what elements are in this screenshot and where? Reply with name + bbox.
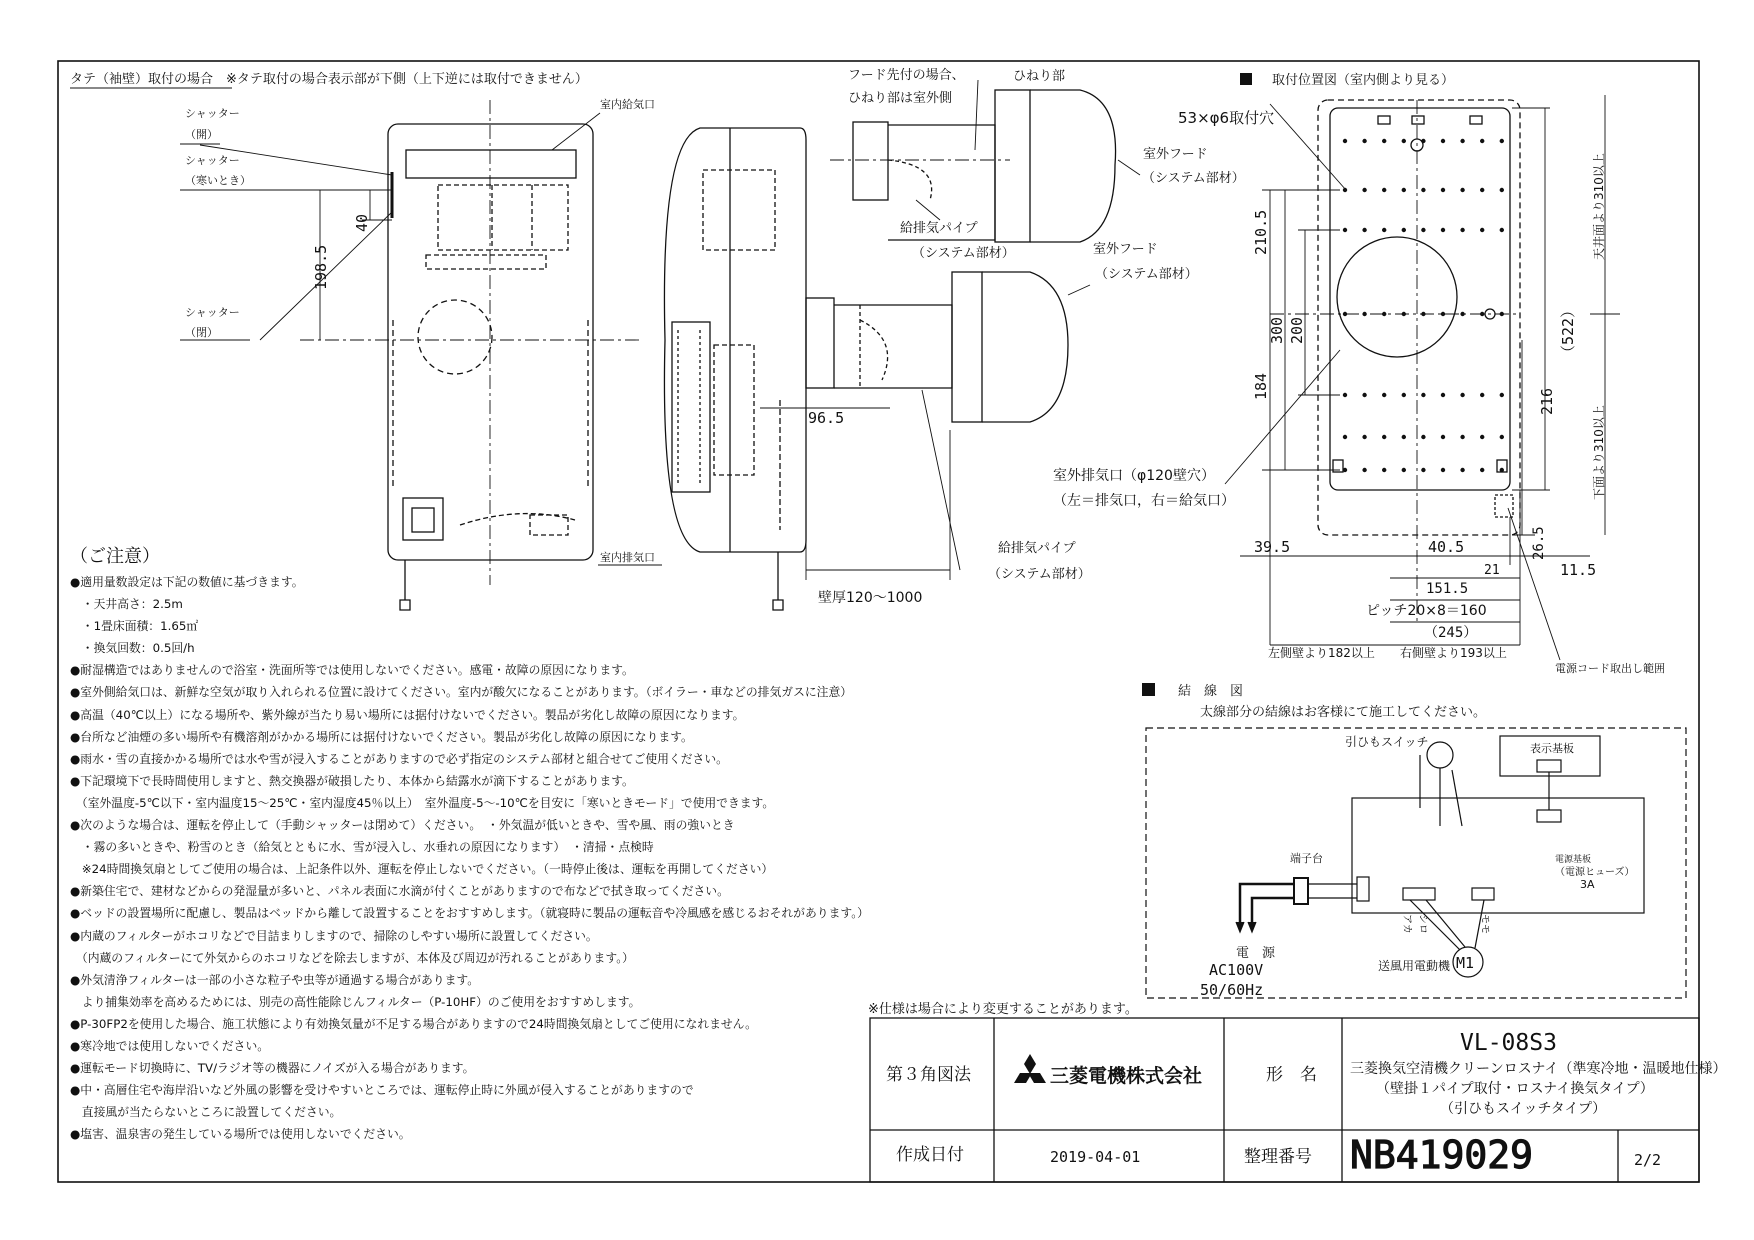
shutter-open-label: シャッター	[185, 107, 240, 120]
fuse-label: （電源ヒューズ）	[1555, 867, 1635, 878]
mounting-hole	[1441, 312, 1445, 316]
caution-line: （室外温度-5℃以下・室内温度15～25℃・室内湿度45％以上） 室外温度-5～-10℃を目安に「寒いときモード」で使用できます。	[70, 795, 775, 810]
floor-clearance: 下面より310以上	[1592, 405, 1606, 500]
mounting-hole	[1382, 435, 1386, 439]
mounting-hole	[1362, 188, 1366, 192]
hood-tip-note-1: フード先付の場合、	[848, 68, 965, 83]
number-label: 整理番号	[1244, 1147, 1312, 1167]
mounting-hole	[1460, 139, 1464, 143]
outdoor-hood-1-label: 室外フード	[1143, 147, 1208, 162]
mounting-hole	[1441, 393, 1445, 397]
caution-line: ●外気清浄フィルターは一部の小さな粒子や虫等が通過する場合があります。	[70, 972, 480, 987]
wire-momo: モモ	[1479, 914, 1490, 934]
wiring-title-marker	[1142, 683, 1155, 696]
ceiling-clearance: 天井面より310以上	[1592, 153, 1606, 260]
mounting-hole	[1362, 435, 1366, 439]
caution-line: ・天井高さ：2.5m	[70, 597, 183, 612]
mounting-hole	[1382, 228, 1386, 232]
mounting-hole	[1402, 228, 1406, 232]
mounting-hole	[1362, 139, 1366, 143]
mounting-hole	[1382, 393, 1386, 397]
dim-21: 21	[1484, 563, 1500, 578]
shutter-cold-sub: （寒いとき）	[185, 174, 251, 187]
wire-aka: アカ	[1401, 914, 1412, 934]
mounting-hole	[1500, 139, 1504, 143]
dim-39-5: 39.5	[1254, 538, 1291, 556]
outdoor-hood-2-label: 室外フード	[1093, 242, 1158, 257]
caution-line: ※24時間換気扇としてご使用の場合は、上記条件以外、運転を停止しないでください。（一時停止後は、運転を再開してください）	[70, 862, 774, 877]
caution-line: ●室外側給気口は、新鮮な空気が取り入れられる位置に設けてください。室内が酸欠になることがあります。（ボイラー・車などの排気ガスに注意）	[70, 685, 853, 700]
mitsubishi-logo	[1014, 1054, 1046, 1083]
spec-change-note: ※仕様は場合により変更することがあります。	[868, 1002, 1138, 1017]
mounting-holes-label: 53×φ6取付穴	[1178, 109, 1275, 127]
mounting-hole	[1441, 468, 1445, 472]
mounting-hole	[1402, 188, 1406, 192]
mounting-hole	[1402, 312, 1406, 316]
mounting-hole	[1382, 468, 1386, 472]
outdoor-port-note: （左＝排気口，右＝給気口）	[1053, 493, 1235, 509]
mounting-hole	[1382, 139, 1386, 143]
wire-shiro: シロ	[1417, 914, 1428, 934]
caution-line: 直接風が当たらないところに設置してください。	[70, 1105, 342, 1120]
mounting-hole	[1441, 228, 1445, 232]
caution-line: ●下記環境下で長時間使用しますと、熱交換器が破損したり、本体から結露水が滴下することがあります。	[70, 773, 634, 788]
display-board-label: 表示基板	[1530, 742, 1574, 755]
dim-245: （245）	[1424, 625, 1478, 641]
caution-line: （内蔵のフィルターにて外気からのホコリなどを除去しますが、本体及び周辺が汚れることがあります。）	[70, 950, 634, 965]
mounting-hole	[1500, 393, 1504, 397]
mounting-hole	[1460, 393, 1464, 397]
mounting-hole	[1480, 228, 1484, 232]
document-number: NB419029	[1350, 1133, 1534, 1177]
dim-184: 184	[1252, 372, 1270, 400]
caution-lines	[70, 571, 900, 1145]
dim-96-5: 96.5	[808, 409, 845, 427]
pipe-1-sub: （システム部材）	[912, 246, 1015, 261]
mounting-hole	[1362, 393, 1366, 397]
wiring-title: 結 線 図	[1178, 684, 1244, 699]
motor-symbol: M1	[1456, 954, 1475, 972]
mounting-hole	[1402, 435, 1406, 439]
pipe-2-label: 給排気パイプ	[998, 541, 1076, 556]
mounting-hole	[1480, 435, 1484, 439]
right-wall-clearance: 右側壁より193以上	[1400, 646, 1507, 660]
dim-198-5: 198.5	[312, 244, 330, 290]
mounting-hole	[1460, 188, 1464, 192]
mounting-hole	[1343, 188, 1347, 192]
wall-thickness-dim: 壁厚120～1000	[818, 590, 923, 606]
mounting-hole	[1402, 393, 1406, 397]
mounting-hole	[1382, 312, 1386, 316]
power-label: 電 源	[1236, 946, 1276, 961]
caution-line: ●寒冷地では使用しないでください。	[70, 1038, 270, 1053]
mounting-hole	[1402, 139, 1406, 143]
shutter-closed-sub: （閉）	[185, 326, 218, 339]
mounting-hole	[1343, 393, 1347, 397]
motor-label: 送風用電動機	[1378, 959, 1451, 973]
mounting-hole	[1500, 228, 1504, 232]
mounting-hole	[1421, 435, 1425, 439]
projection-label: 第３角図法	[886, 1065, 971, 1085]
indoor-supply-label: 室内給気口	[600, 98, 655, 111]
mounting-hole	[1460, 228, 1464, 232]
mounting-title: 取付位置図（室内側より見る）	[1272, 73, 1455, 88]
dim-151-5: 151.5	[1426, 581, 1469, 597]
hz-label: 50/60Hz	[1200, 981, 1264, 999]
vertical-mount-title: タテ（袖壁）取付の場合 ※タテ取付の場合表示部が下側（上下逆には取付できません）	[70, 72, 588, 87]
indoor-exhaust-label: 室内排気口	[600, 551, 655, 564]
pipe-2-sub: （システム部材）	[988, 567, 1091, 582]
mounting-hole	[1441, 188, 1445, 192]
caution-line: ・1畳床面積：1.65㎡	[70, 619, 199, 634]
shutter-open-sub: （開）	[185, 128, 218, 141]
mounting-hole	[1480, 139, 1484, 143]
shutter-cold-label: シャッター	[185, 154, 240, 167]
dim-210-5: 210.5	[1252, 209, 1270, 255]
mounting-hole	[1343, 468, 1347, 472]
mounting-hole	[1421, 188, 1425, 192]
dim-200: 200	[1288, 316, 1306, 344]
mounting-hole	[1421, 393, 1425, 397]
caution-line: ・換気回数：0.5回/h	[70, 641, 195, 656]
power-board-label: 電源基板	[1555, 855, 1592, 865]
wiring-diagram	[1146, 728, 1686, 998]
mounting-hole	[1421, 468, 1425, 472]
mounting-hole	[1500, 468, 1504, 472]
twist-label: ひねり部	[1013, 69, 1066, 84]
dim-216: 216	[1538, 387, 1556, 415]
mounting-hole	[1402, 468, 1406, 472]
mounting-hole	[1343, 139, 1347, 143]
mounting-hole	[1460, 468, 1464, 472]
dim-26-5: 26.5	[1531, 526, 1547, 560]
caution-line: ●台所など油煙の多い場所や有機溶剤がかかる場所には据付けないでください。製品が劣化し故障の原因になります。	[70, 729, 693, 744]
caution-line: ●新築住宅で、建材などからの発湿量が多いと、パネル表面に水滴が付くことがありますので布などで拭き取ってください。	[70, 884, 729, 899]
caution-line: ●適用量数設定は下記の数値に基づきます。	[70, 575, 304, 589]
shutter-closed-label: シャッター	[185, 306, 240, 319]
mounting-hole	[1500, 312, 1504, 316]
dim-11-5: 11.5	[1560, 561, 1597, 579]
page-number: 2/2	[1634, 1151, 1662, 1169]
mounting-hole	[1500, 435, 1504, 439]
outdoor-hood-1-sub: （システム部材）	[1142, 171, 1245, 186]
fuse-amp: 3A	[1580, 878, 1595, 891]
creation-date: 2019-04-01	[1050, 1148, 1141, 1166]
ac-label: AC100V	[1209, 961, 1264, 979]
mounting-hole	[1362, 468, 1366, 472]
caution-line: ●耐湿構造ではありませんので浴室・洗面所等では使用しないでください。感電・故障の原因になります。	[70, 663, 634, 678]
hood-tip-note-2: ひねり部は室外側	[848, 91, 953, 106]
caution-line: ●ベッドの設置場所に配慮し、製品はベッドから離して設置することをおすすめします。（就寝時に製品の運転音や冷風感を感じるおそれがあります。）	[70, 906, 869, 921]
caution-line: ●運転モード切換時に、TV/ラジオ等の機器にノイズが入る場合があります。	[70, 1061, 475, 1076]
model-number: VL-08S3	[1460, 1030, 1557, 1056]
dim-40: 40	[353, 213, 371, 232]
pitch-dim: ピッチ20×8＝160	[1366, 603, 1487, 619]
terminal-label: 端子台	[1290, 852, 1323, 865]
mounting-hole	[1343, 228, 1347, 232]
cord-range-label: 電源コード取出し範囲	[1555, 662, 1665, 675]
dim-40-5: 40.5	[1428, 538, 1465, 556]
mounting-hole	[1441, 139, 1445, 143]
mounting-hole	[1460, 435, 1464, 439]
dim-522: （522）	[1559, 302, 1577, 360]
mounting-hole	[1343, 435, 1347, 439]
mounting-hole	[1362, 228, 1366, 232]
outdoor-hood-2-sub: （システム部材）	[1095, 267, 1198, 282]
dim-300: 300	[1268, 316, 1286, 344]
mounting-holes	[1343, 139, 1504, 472]
mounting-hole	[1500, 188, 1504, 192]
caution-line: ●塩害、温泉害の発生している場所では使用しないでください。	[70, 1127, 411, 1142]
caution-line: ●中・高層住宅や海岸沿いなど外風の影響を受けやすいところでは、運転停止時に外風が侵入することがありますので	[70, 1083, 694, 1098]
caution-line: ●雨水・雪の直接かかる場所では水や雪が浸入することがありますので必ず指定のシステム部材と組合せてご使用ください。	[70, 751, 728, 766]
mounting-hole	[1421, 228, 1425, 232]
caution-line: ・霧の多いときや、粉雪のとき（給気とともに水、雪が浸入し、水垂れの原因になります） ・清掃・点検時	[70, 840, 654, 855]
outdoor-port-label: 室外排気口（φ120壁穴）	[1053, 468, 1215, 484]
mounting-hole	[1441, 435, 1445, 439]
left-wall-clearance: 左側壁より182以上	[1268, 646, 1375, 660]
pull-switch-label: 引ひもスイッチ	[1345, 735, 1429, 749]
mounting-hole	[1421, 312, 1425, 316]
caution-line: より捕集効率を高めるためには、別売の高性能除じんフィルター（P-10HF）のご使用をおすすめします。	[70, 994, 641, 1009]
mounting-hole	[1480, 468, 1484, 472]
company-name: 三菱電機株式会社	[1050, 1065, 1203, 1087]
caution-line: ●P-30FP2を使用した場合、施工状態により有効換気量が不足する場合がありますので24時間換気扇としてご使用になれません。	[70, 1016, 757, 1031]
mounting-hole	[1343, 312, 1347, 316]
model-label: 形 名	[1266, 1065, 1317, 1085]
product-desc-1: 三菱換気空清機クリーンロスナイ（準寒冷地・温暖地仕様）	[1350, 1061, 1727, 1077]
mounting-title-marker	[1240, 73, 1252, 85]
pipe-1-label: 給排気パイプ	[900, 221, 978, 236]
mounting-hole	[1362, 312, 1366, 316]
mounting-hole	[1480, 312, 1484, 316]
caution-notes	[70, 545, 900, 1145]
caution-line: ●高温（40℃以上）になる場所や、紫外線が当たり易い場所には据付けないでください。製品が劣化し故障の原因になります。	[70, 707, 745, 722]
caution-line: ●内蔵のフィルターがホコリなどで目詰まりしますので、掃除のしやすい場所に設置してください。	[70, 928, 598, 943]
wiring-note: 太線部分の結線はお客様にて施工してください。	[1200, 705, 1487, 720]
date-label: 作成日付	[896, 1145, 964, 1165]
caution-line: ●次のような場合は、運転を停止して（手動シャッターは閉めて）ください。 ・外気温が低いときや、雪や風、雨の強いとき	[70, 818, 735, 833]
mounting-hole	[1460, 312, 1464, 316]
caution-title: （ご注意）	[70, 546, 160, 567]
mounting-hole	[1382, 188, 1386, 192]
mounting-hole	[1480, 393, 1484, 397]
product-desc-3: （引ひもスイッチタイプ）	[1440, 1101, 1607, 1117]
mounting-hole	[1480, 188, 1484, 192]
mounting-hole	[1421, 139, 1425, 143]
product-desc-2: （壁掛１パイプ取付・ロスナイ換気タイプ）	[1376, 1081, 1654, 1097]
